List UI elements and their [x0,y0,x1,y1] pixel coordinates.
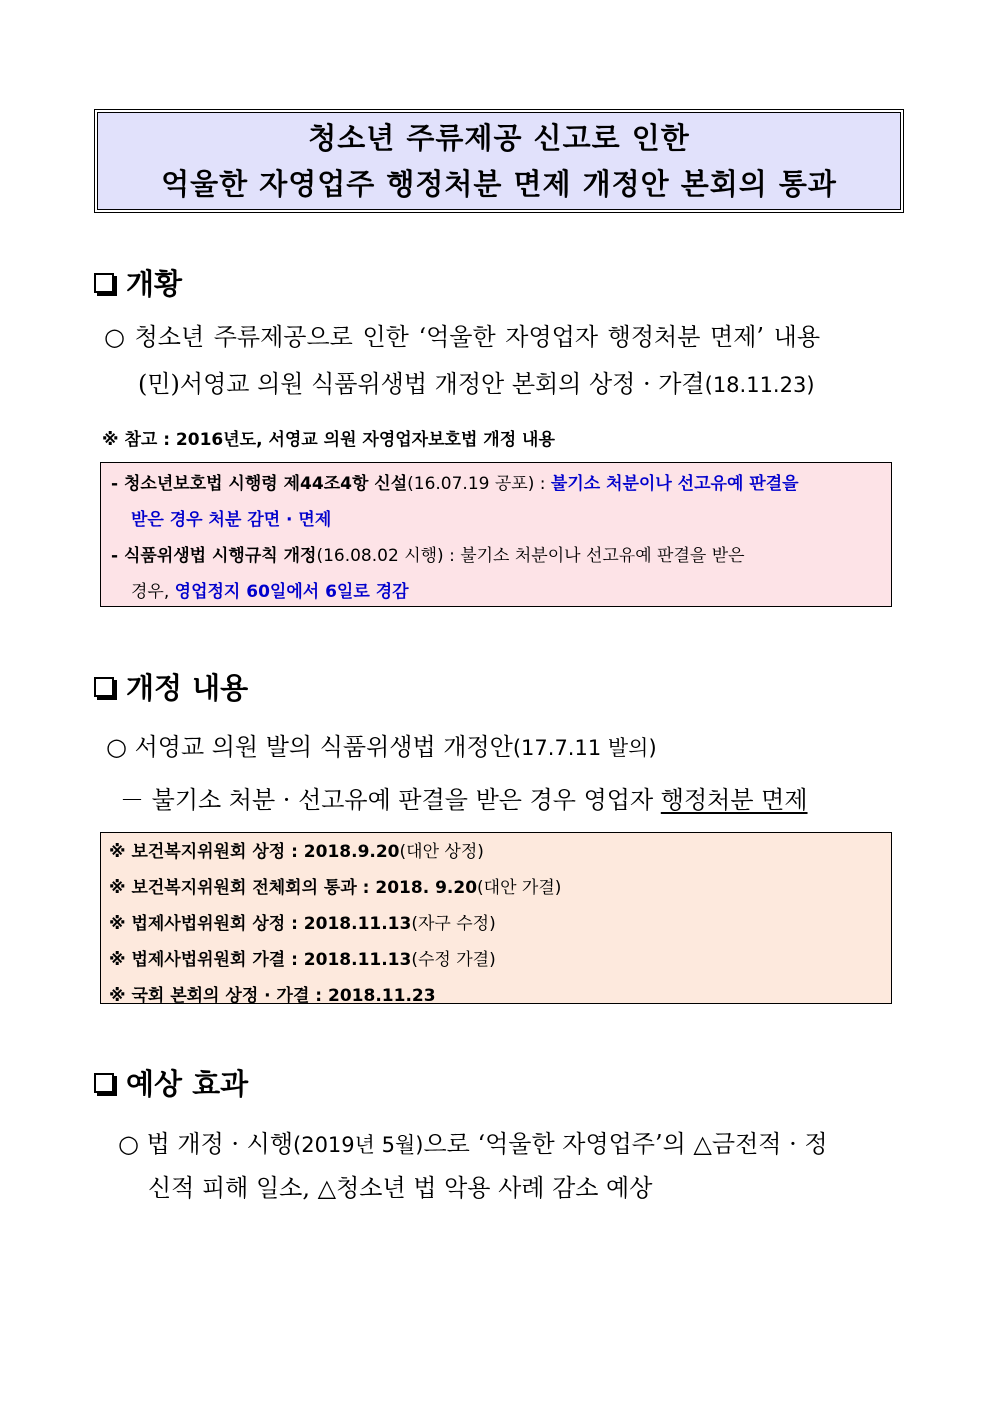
reference-item-1-law: - 청소년보호법 시행령 제44조4항 신설 [111,474,408,494]
amendment-dash [120,780,808,815]
reference-item-1-highlight: 불기소 처분이나 선고유예 판결을 [550,474,799,494]
timeline-item [109,873,561,898]
reference-item-2-text-cont: 경우, [131,582,175,602]
square-checkbox-icon [94,677,114,697]
title-line-1: 청소년 주류제공 신고로 인한 [308,121,690,155]
timeline-item-main: ※ 보건복지위원회 상정 : 2018.9.20 [109,842,400,862]
timeline-item [109,837,484,862]
timeline-item [109,909,496,934]
timeline-item-main: ※ 국회 본회의 상정 · 가결 : 2018.11.23 [109,986,436,1006]
reference-item-2-highlight: 영업정지 60일에서 6일로 경감 [174,582,409,602]
timeline-item-main: ※ 보건복지위원회 전체회의 통과 : 2018. 9.20 [109,878,478,898]
overview-bullet-line-2 [138,364,815,399]
legislative-timeline-box [100,832,892,1004]
reference-item-2 [111,541,745,566]
reference-box [100,462,892,607]
section-heading-amendment-label: 개정 내용 [126,671,249,705]
section-heading-amendment [94,666,248,707]
section-heading-overview-label: 개황 [126,267,183,301]
reference-item-2-cont [131,577,409,602]
timeline-item-main: ※ 법제사법위원회 상정 : 2018.11.13 [109,914,412,934]
timeline-item-note: (대안 상정) [399,842,484,862]
amendment-dash-underlined: 행정처분 면제 [660,786,808,814]
section-heading-effect [94,1062,248,1103]
timeline-item-note: (수정 가결) [411,950,496,970]
amendment-dash-text: － 불기소 처분 · 선고유예 판결을 받은 경우 영업자 [120,786,661,814]
square-checkbox-icon [94,1073,114,1093]
effect-line-1-a: ○ 법 개정 · 시행 [118,1130,294,1158]
reference-item-1 [111,469,799,494]
reference-item-1-date: (16.07.19 공포) : [407,474,551,494]
timeline-item [109,945,496,970]
amendment-bullet-text: ○ 서영교 의원 발의 식품위생법 개정안 [106,733,513,761]
effect-line-2: 신적 피해 일소, △청소년 법 악용 사례 감소 예상 [148,1174,653,1202]
effect-line-1-date: (2019년 5월) [293,1133,424,1157]
square-checkbox-icon [94,273,114,293]
timeline-item [109,981,436,1006]
timeline-item-main: ※ 법제사법위원회 가결 : 2018.11.13 [109,950,412,970]
overview-bullet-line-2-text: (민)서영교 의원 식품위생법 개정안 본회의 상정 · 가결 [138,370,705,398]
effect-line-1-c: 으로 ‘억울한 자영업주’의 △금전적 · 정 [423,1130,828,1158]
title-box [97,112,901,210]
section-heading-effect-label: 예상 효과 [126,1067,249,1101]
title-line-2: 억울한 자영업주 행정처분 면제 개정안 본회의 통과 [161,167,837,201]
amendment-bullet-date: (17.7.11 발의) [512,736,657,760]
timeline-item-note: (자구 수정) [411,914,496,934]
section-heading-overview [94,262,182,303]
reference-note: ※ 참고 : 2016년도, 서영교 의원 자영업자보호법 개정 내용 [102,430,555,450]
timeline-item-note: (대안 가결) [477,878,562,898]
overview-bullet-line-1: ○ 청소년 주류제공으로 인한 ‘억울한 자영업자 행정처분 면제’ 내용 [104,323,821,351]
reference-item-2-law: - 식품위생법 시행규칙 개정 [111,546,317,566]
amendment-bullet [106,727,657,762]
reference-item-2-text: (16.08.02 시행) : 불기소 처분이나 선고유예 판결을 받은 [316,546,745,566]
overview-bullet-line-2-date: (18.11.23) [704,373,815,397]
reference-item-1-highlight-cont: 받은 경우 처분 감면 · 면제 [131,510,332,530]
reference-item-1-cont [131,505,331,530]
effect-line-1 [118,1124,828,1159]
